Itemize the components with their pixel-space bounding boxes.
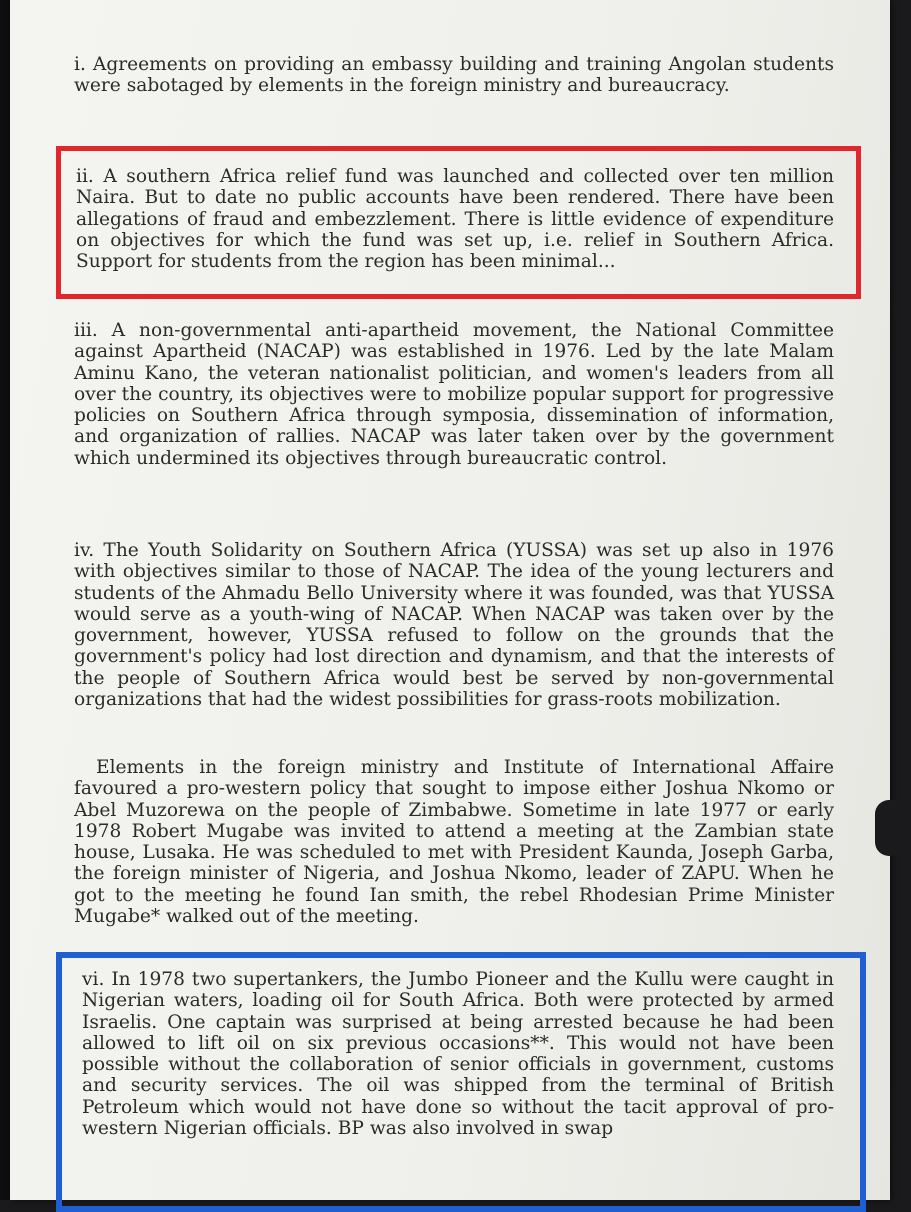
binder-notch	[875, 800, 905, 856]
paragraph-vi: vi. In 1978 two supertankers, the Jumbo Pioneer and the Kullu were caught in Nigerian waters, loading oil for South Africa. Both were protected by armed Israelis. One captain was surprised at being arrested because he had been allowed to lift oil on six previous occasions**. This would not have been possible without the collaboration of senior officials in government, customs and security services. The oil was shipped from the terminal of British Petroleum which would not have done so without the tacit approval of pro-western Nigerian officials. BP was also involved in swap	[82, 969, 834, 1140]
paragraph-iv: iv. The Youth Solidarity on Southern Africa (YUSSA) was set up also in 1976 with objectives similar to those of NACAP. The idea of the young lecturers and students of the Ahmadu Bello University where it was founded, was that YUSSA would serve as a youth-wing of NACAP. When NACAP was taken over by the government, however, YUSSA refused to follow on the grounds that the government's policy had lost direction and dynamism, and that the interests of the people of Southern Africa would best be served by non-governmental organizations that had the widest possibilities for grass-roots mobilization.	[74, 540, 834, 711]
paragraph-iii: iii. A non-governmental anti-apartheid movement, the National Committee against Apartheid (NACAP) was established in 1976. Led by the late Malam Aminu Kano, the veteran nationalist politician, and women's leaders from all over the country, its objectives were to mobilize popular support for progressive policies on Southern Africa through symposia, dissemination of information, and organization of rallies. NACAP was later taken over by the government which undermined its objectives through bureaucratic control.	[74, 320, 834, 469]
paragraph-i: i. Agreements on providing an embassy building and training Angolan students were sabotaged by elements in the foreign ministry and bureaucracy.	[74, 54, 834, 97]
paragraph-ii: ii. A southern Africa relief fund was launched and collected over ten million Naira. But to date no public accounts have been rendered. There have been allegations of fraud and embezzlement. There is little evidence of expenditure on objectives for which the fund was set up, i.e. relief in Southern Africa. Support for students from the region has been minimal...	[76, 166, 834, 273]
background-left-edge	[0, 0, 10, 1200]
paragraph-v: Elements in the foreign ministry and Institute of International Affaire favoured a pro-western policy that sought to impose either Joshua Nkomo or Abel Muzorewa on the people of Zimbabwe. Sometime in late 1977 or early 1978 Robert Mugabe was invited to attend a meeting at the Zambian state house, Lusaka. He was scheduled to met with President Kaunda, Joseph Garba, the foreign minister of Nigeria, and Joshua Nkomo, leader of ZAPU. When he got to the meeting he found Ian smith, the rebel Rhodesian Prime Minister Mugabe* walked out of the meeting.	[74, 757, 834, 928]
